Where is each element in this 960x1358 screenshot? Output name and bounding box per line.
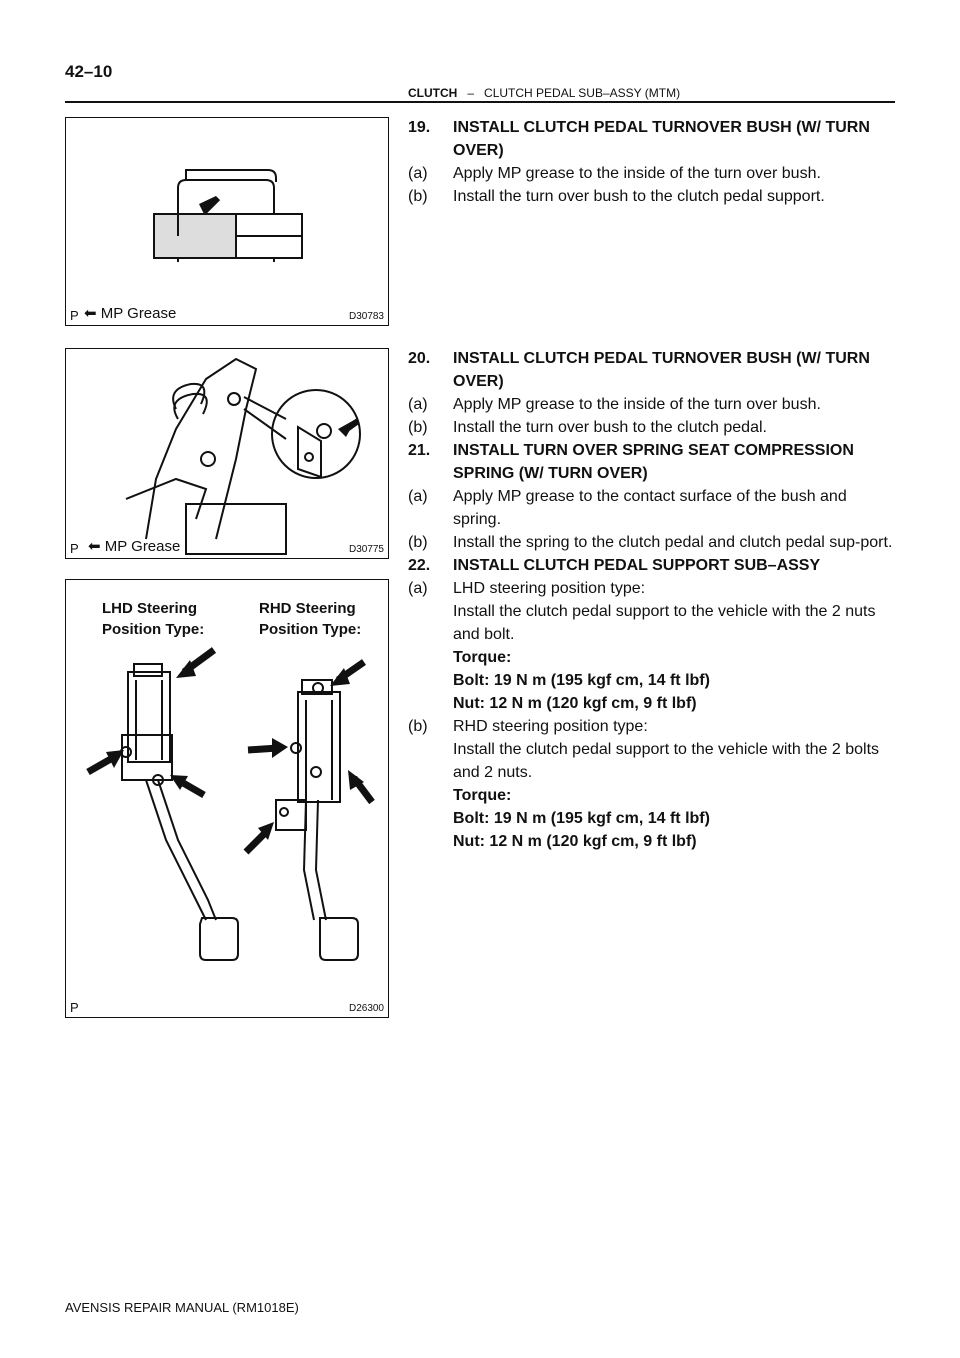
substep-detail: Install the clutch pedal support to the vehicle with the 2 nuts and bolt. [453,603,876,643]
step-heading: 22. INSTALL CLUTCH PEDAL SUPPORT SUB–ASSY [408,557,821,574]
figure-code: D26300 [348,1003,384,1014]
torque-label: Torque: [453,649,512,666]
left-arrow-icon: ⬅ [88,538,101,555]
legend [84,304,176,322]
subsection-name: CLUTCH PEDAL SUB–ASSY (MTM) [484,86,681,100]
page-number: 42–10 [65,62,113,81]
step-heading: 19. INSTALL CLUTCH PEDAL TURNOVER BUSH (W/ TURN OVER) [408,119,870,159]
step-heading: 20. INSTALL CLUTCH PEDAL TURNOVER BUSH (W/ TURN OVER) [408,350,870,390]
substep-detail: Install the clutch pedal support to the vehicle with the 2 bolts and 2 nuts. [453,741,880,781]
manual-footer: AVENSIS REPAIR MANUAL (RM1018E) [65,1300,299,1315]
torque-bolt: Bolt: 19 N m (195 kgf cm, 14 ft lbf) [453,810,710,827]
torque-bolt: Bolt: 19 N m (195 kgf cm, 14 ft lbf) [453,672,710,689]
substep: (b) Install the turn over bush to the clutch pedal. [408,419,767,436]
left-arrow-icon: ⬅ [84,305,97,322]
legend-text: MP Grease [100,305,177,322]
substep: (a) Apply MP grease to the contact surface of the bush and spring. [408,488,847,528]
pedal-bush-illustration [66,349,388,558]
substep: (b) Install the turn over bush to the clutch pedal support. [408,188,825,205]
figure-pedal-support [65,579,389,1018]
figure-turnover-bush [65,117,389,326]
lhd-pedal [121,664,238,960]
substep: (a) Apply MP grease to the inside of the turn over bush. [408,165,821,182]
torque-nut: Nut: 12 N m (120 kgf cm, 9 ft lbf) [453,695,697,712]
step-19 [408,116,896,208]
step-heading: 21. INSTALL TURN OVER SPRING SEAT COMPRESSION SPRING (W/ TURN OVER) [408,442,854,482]
lhd-label: LHD Steering Position Type: [102,600,205,638]
bush-illustration [66,118,388,325]
torque-nut: Nut: 12 N m (120 kgf cm, 9 ft lbf) [453,833,697,850]
substep: (a) Apply MP grease to the inside of the turn over bush. [408,396,821,413]
figure-p-mark: P [70,1000,79,1015]
header-rule [65,101,895,103]
substep: (b) Install the spring to the clutch pedal and clutch pedal sup-port. [408,534,893,551]
rhd-label: RHD Steering Position Type: [259,600,362,638]
section-separator: – [467,86,475,100]
legend-text: MP Grease [104,538,181,555]
figure-code: D30783 [348,311,384,322]
legend [88,537,180,555]
figure-p-mark: P [70,541,79,556]
figure-code: D30775 [348,544,384,555]
steps-20-22 [408,347,896,853]
torque-label: Torque: [453,787,512,804]
figure-pedal-bush [65,348,389,559]
substep: (b) RHD steering position type: [408,718,648,735]
pedal-support-illustration [66,580,388,1017]
section-title [408,86,680,100]
section-name: CLUTCH [408,86,458,100]
rhd-pedal [276,680,358,960]
figure-p-mark: P [70,308,79,323]
substep: (a) LHD steering position type: [408,580,646,597]
